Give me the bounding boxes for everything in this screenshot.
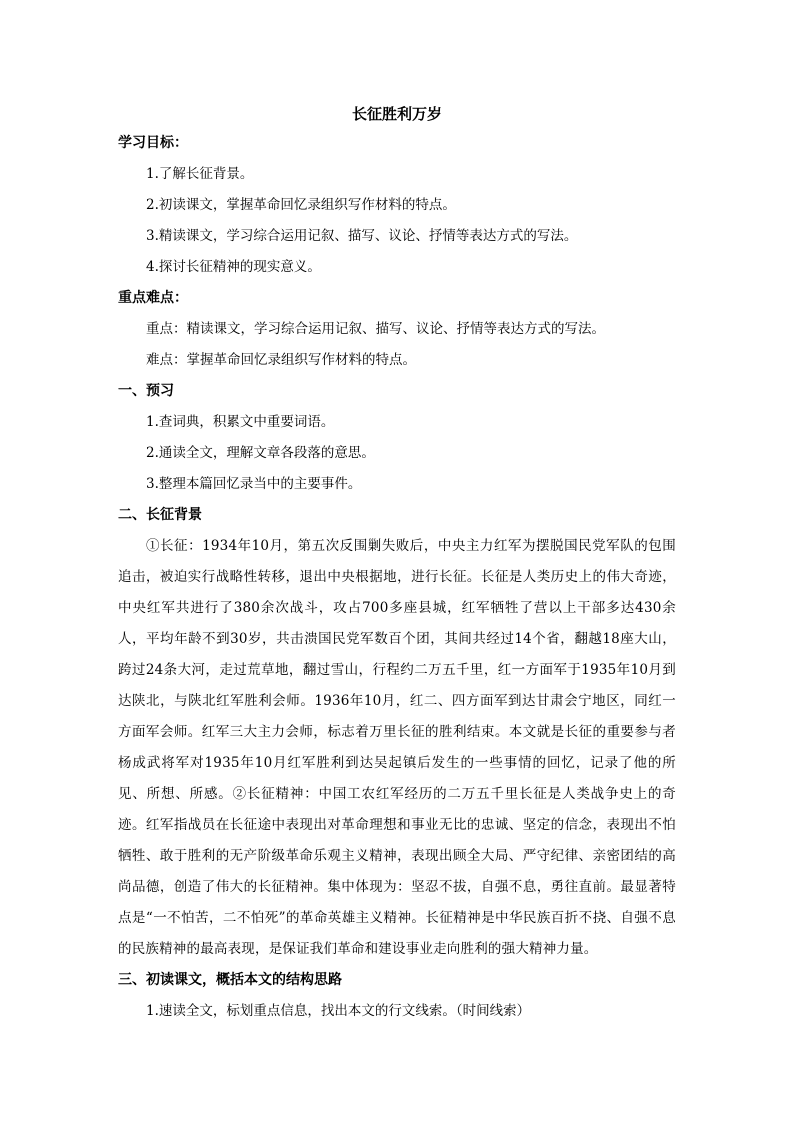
background-heading: 二、长征背景	[118, 507, 202, 523]
preview-item: 3.整理本篇回忆录当中的主要事件。	[146, 476, 362, 492]
objective-item: 4.探讨长征精神的现实意义。	[146, 259, 321, 275]
key-points-heading: 重点难点：	[118, 290, 188, 306]
preview-item: 2.通读全文，理解文章各段落的意思。	[146, 445, 375, 461]
background-paragraph: ①长征：1934年10月，第五次反围剿失败后，中央主力红军为摆脱国民党军队的包围追击，被迫实行战略性转移，退出中央根据地，进行长征。长征是人类历史上的伟大奇迹，中央红军共进行了380余次战斗，攻占700多座县城，红军牺牲了营以上干部多达430余人，平均年龄不到30岁，共击溃国民党军数百个团，其间共经过14个省，翻越18座大山，跨过24条大河，走过荒草地，翻过雪山，行程约二万五千里，红一方面军于1935年10月到达陕北，与陕北红军胜利会师。1936年10月，红二、四方面军到达甘肃会宁地区，同红一方面军会师。红军三大主力会师，标志着万里长征的胜利结束。本文就是长征的重要参与者杨成武将军对1935年10月红军胜利到达吴起镇后发生的一些事情的回忆，记录了他的所见、所想、所感。②长征精神：中国工农红军经历的二万五千里长征是人类战争史上的奇迹。红军指战员在长征途中表现出对革命理想和事业无比的忠诚、坚定的信念，表现出不怕牺牲、敢于胜利的无产阶级革命乐观主义精神，表现出顾全大局、严守纪律、亲密团结的高尚品德，创造了伟大的长征精神。集中体现为：坚忍不拔，自强不息，勇往直前。最显著特点是“一不怕苦，二不怕死”的革命英雄主义精神。长征精神是中华民族百折不挠、自强不息的民族精神的最高表现，是保证我们革命和建设事业走向胜利的强大精神力量。	[118, 538, 676, 957]
objectives-heading: 学习目标：	[118, 135, 188, 151]
objective-item: 1.了解长征背景。	[146, 166, 254, 182]
structure-item: 1.速读全文，标划重点信息，找出本文的行文线索。（时间线索）	[146, 1003, 531, 1019]
document-page	[118, 100, 676, 1027]
structure-heading: 三、初读课文，概括本文的结构思路	[118, 972, 342, 988]
objective-item: 3.精读课文，学习综合运用记叙、描写、议论、抒情等表达方式的写法。	[146, 228, 578, 244]
key-point-item: 重点：精读课文，学习综合运用记叙、描写、议论、抒情等表达方式的写法。	[146, 321, 605, 337]
document-title: 长征胜利万岁	[351, 105, 442, 123]
key-point-item: 难点：掌握革命回忆录组织写作材料的特点。	[146, 352, 416, 368]
objective-item: 2.初读课文，掌握革命回忆录组织写作材料的特点。	[146, 197, 456, 213]
preview-item: 1.查词典，积累文中重要词语。	[146, 414, 335, 430]
preview-heading: 一、预习	[118, 383, 174, 399]
